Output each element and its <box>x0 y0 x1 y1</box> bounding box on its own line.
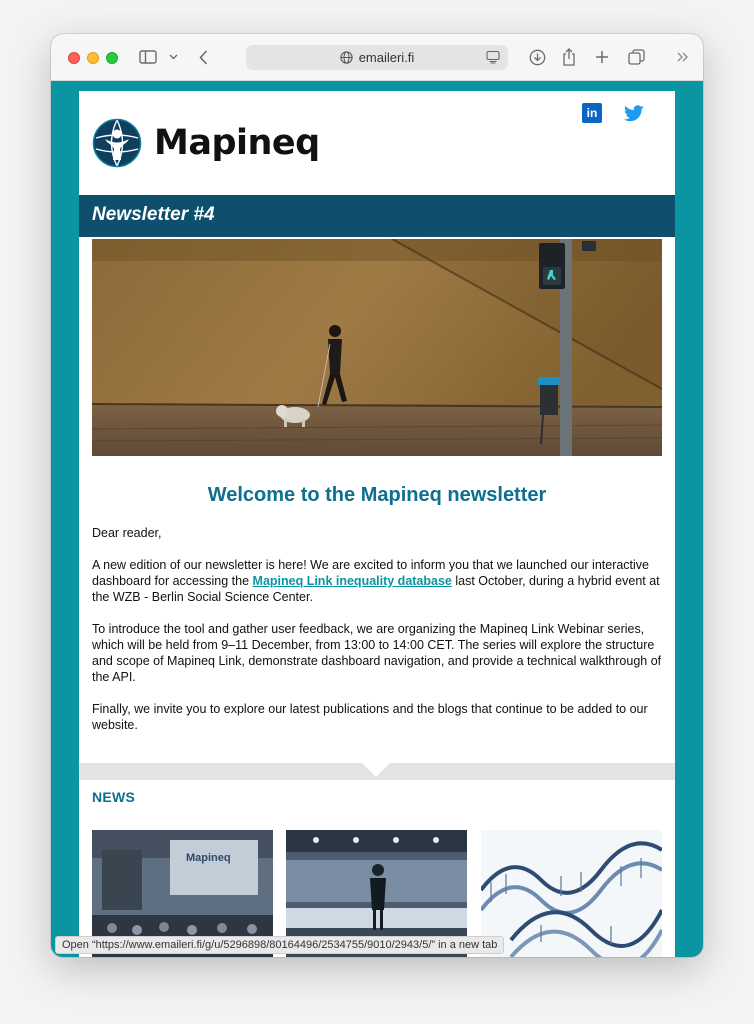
address-text: emaileri.fi <box>358 50 415 65</box>
email-body <box>79 91 675 957</box>
logo-wordmark: Mapineq <box>154 123 320 163</box>
more-chevron-icon[interactable] <box>675 46 691 68</box>
reader-mode-icon[interactable] <box>486 50 500 64</box>
section-divider <box>79 763 675 782</box>
twitter-icon[interactable] <box>624 103 644 123</box>
paragraph-3: Finally, we invite you to explore our latest publications and the blogs that continue to be added to our website. <box>92 702 648 732</box>
paragraph-1-start: A new edition of our newsletter is here! We are excited to inform you that we launched our interactive dashboard for accessing the <box>92 558 650 588</box>
download-icon[interactable] <box>527 46 547 68</box>
sidebar-icon[interactable] <box>137 46 159 68</box>
close-window-button[interactable] <box>68 52 80 64</box>
zoom-window-button[interactable] <box>106 52 118 64</box>
back-icon[interactable] <box>195 46 211 68</box>
paragraph-1 <box>92 557 662 605</box>
newsletter-body-text <box>92 525 662 749</box>
greeting-text: Dear reader, <box>92 526 162 540</box>
slide-logo-text: Mapineq <box>186 852 231 864</box>
new-tab-icon[interactable] <box>593 46 611 68</box>
linkedin-icon[interactable]: in <box>582 103 602 123</box>
mapineq-link-database-link[interactable]: Mapineq Link inequality database <box>252 574 452 588</box>
address-bar[interactable] <box>246 45 508 70</box>
mapineq-logo[interactable] <box>92 118 320 168</box>
chevron-down-icon[interactable] <box>167 46 179 68</box>
mapineq-globe-icon <box>92 118 142 168</box>
link-status-bar: Open “https://www.emaileri.fi/g/u/5296898/80164496/2534755/9010/2943/5/” in a new tab <box>55 936 504 954</box>
globe-icon <box>340 51 353 64</box>
browser-toolbar <box>51 34 703 81</box>
news-heading: NEWS <box>92 789 136 805</box>
email-header <box>79 91 675 195</box>
hero-image <box>92 239 662 456</box>
newsletter-banner: Newsletter #4 <box>79 195 675 237</box>
tab-overview-icon[interactable] <box>626 46 646 68</box>
share-icon[interactable] <box>560 46 578 68</box>
news-thumbnail-dna[interactable] <box>481 830 662 957</box>
paragraph-1-end: last October, during a hybrid event at the WZB - Berlin Social Science Center. <box>92 574 660 604</box>
newsletter-title: Welcome to the Mapineq newsletter <box>207 484 547 506</box>
paragraph-2: To introduce the tool and gather user feedback, we are organizing the Mapineq Link Webinar series, which will be held from 9–11 December, from 13:00 to 14:00 CET. The series will explore the structure and scope of Mapineq Link, demonstrate dashboard navigation, and provide a technical walkthrough of the API. <box>92 622 662 684</box>
browser-window <box>51 34 703 957</box>
minimize-window-button[interactable] <box>87 52 99 64</box>
